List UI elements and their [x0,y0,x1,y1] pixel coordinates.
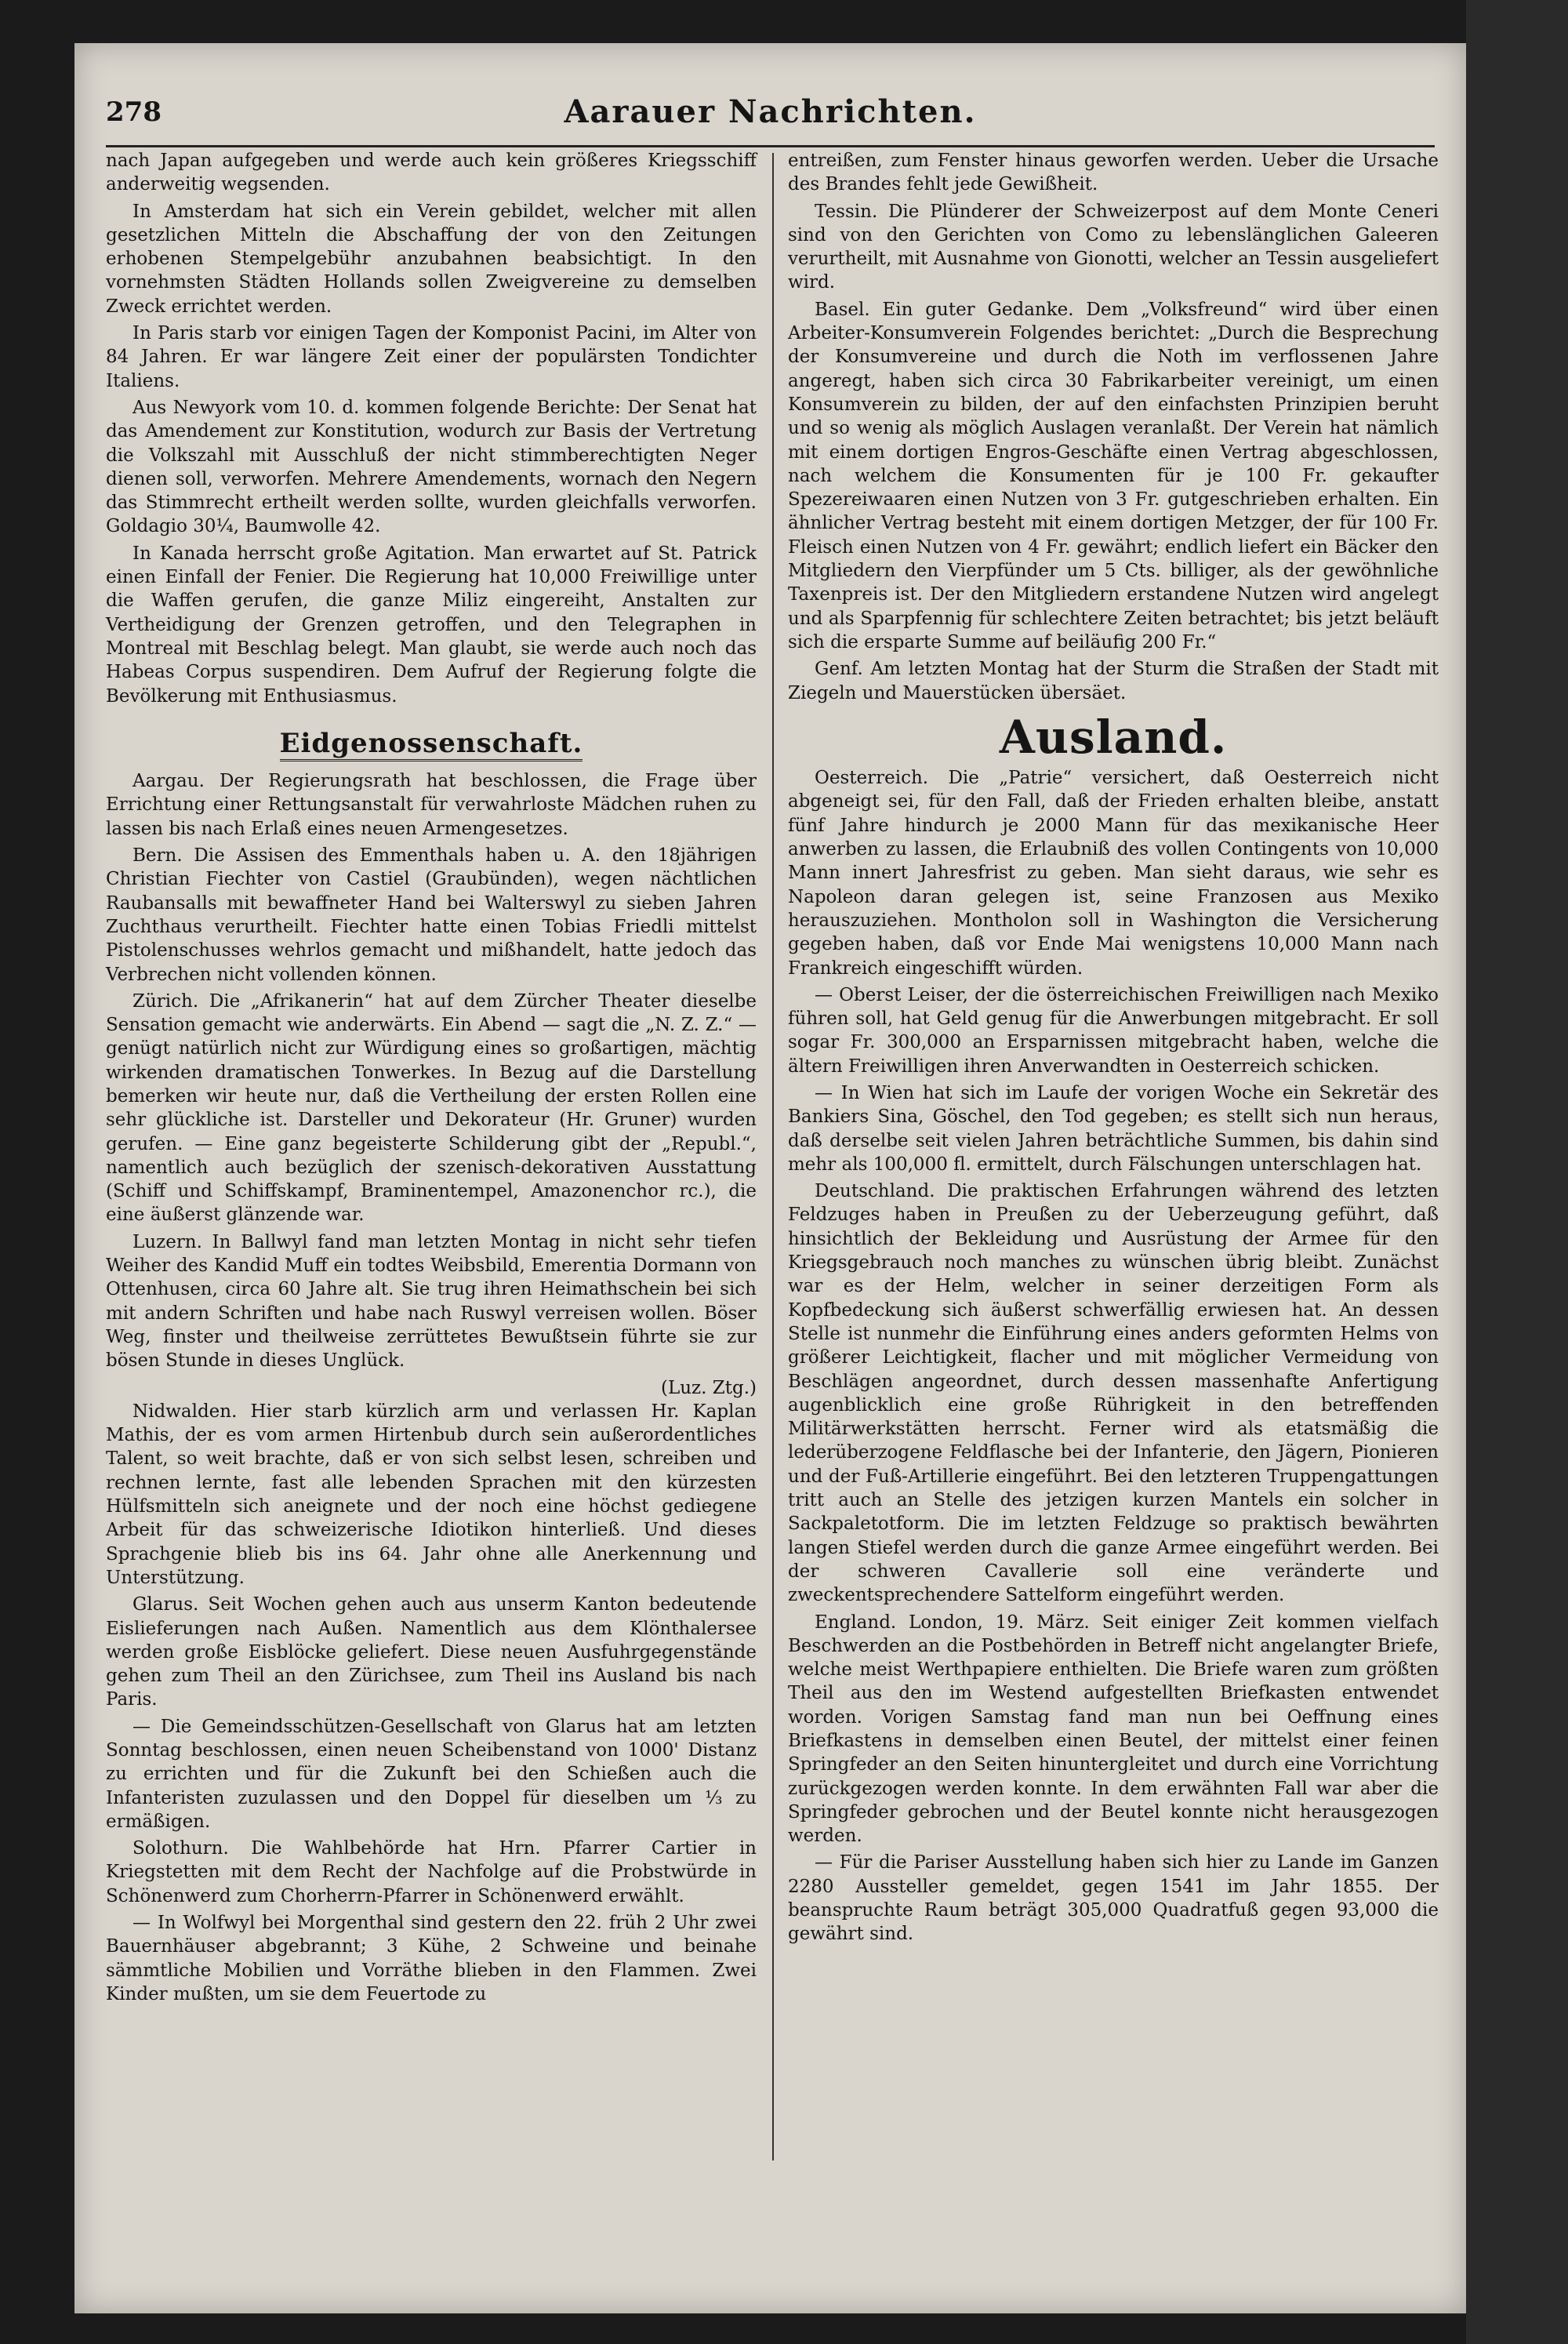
article-paragraph: entreißen, zum Fenster hinaus geworfen werden. Ueber die Ursache des Brandes fehlt jede Gewißheit. [788,151,1439,195]
left-column [106,149,757,2009]
page-header [106,90,1435,145]
article-paragraph-luzern: Luzern. In Ballwyl fand man letzten Montag in nicht sehr tiefen Weiher des Kandid Muff ein todtes Weibsbild, Emerentia Dormann von Ottenhusen, circa 60 Jahre alt. Sie trug ihren Heimathschein bei sich mit andern Schriften und habe nach Ruswyl verreisen wollen. Böser Weg, finster und theilweise zerrüttetes Bewußtsein führte sie zur bösen Stunde in dieses Unglück. [106,1231,757,1372]
article-paragraph: In Paris starb vor einigen Tagen der Komponist Pacini, im Alter von 84 Jahren. Er war längere Zeit einer der populärsten Tondichter Italiens. [106,323,757,391]
article-paragraph-tessin: Tessin. Die Plünderer der Schweizerpost auf dem Monte Ceneri sind von den Gerichten von Como zu lebenslänglichen Galeeren verurtheilt, mit Ausnahme von Gionotti, welcher an Tessin ausgeliefert wird. [788,201,1439,293]
right-column [788,149,1439,1950]
article-paragraph: — Oberst Leiser, der die österreichischen Freiwilligen nach Mexiko führen soll, hat Geld genug für die Anwerbungen mitgebracht. Er soll sogar Fr. 300,000 an Ersparnissen mitgebracht haben, welche die ältern Freiwilligen ihren Anverwandten in Oesterreich schicken. [788,984,1439,1077]
article-paragraph: — In Wolfwyl bei Morgenthal sind gestern den 22. früh 2 Uhr zwei Bauernhäuser abgebrannt; 3 Kühe, 2 Schweine und beinahe sämmtliche Mobilien und Vorräthe blieben in den Flammen. Zwei Kinder mußten, um sie dem Feuertode zu [106,1913,757,2004]
article-paragraph-solothurn: Solothurn. Die Wahlbehörde hat Hrn. Pfarrer Cartier in Kriegstetten mit dem Recht der Nachfolge auf die Probstwürde in Schönenwerd zum Chorherrn-Pfarrer in Schönenwerd erwählt. [106,1838,757,1906]
section-heading-ausland: Ausland. [999,710,1228,764]
article-paragraph-glarus: Glarus. Seit Wochen gehen auch aus unserm Kanton bedeutende Eislieferungen nach Außen. Namentlich aus dem Klönthalersee werden große Eisblöcke geliefert. Diese neuen Ausfuhrgegenstände gehen zum Theil an den Zürichsee, zum Theil ins Ausland bis nach Paris. [106,1594,757,1710]
article-paragraph: — Die Gemeindsschützen-Gesellschaft von Glarus hat am letzten Sonntag beschlossen, einen neuen Scheibenstand von 1000' Distanz zu errichten und für die Zukunft bei den Schießen auch die Infanteristen zuzulassen und den Doppel für dieselben um ⅓ zu ermäßigen. [106,1716,757,1832]
article-paragraph: — In Wien hat sich im Laufe der vorigen Woche ein Sekretär des Bankiers Sina, Göschel, den Tod gegeben; es stellt sich nun heraus, daß derselbe seit vielen Jahren beträchtliche Summen, bis dahin sind mehr als 100,000 fl. ermittelt, durch Fälschungen unterschlagen hat. [788,1082,1439,1175]
article-paragraph-deutschland: Deutschland. Die praktischen Erfahrungen während des letzten Feldzuges haben in Preußen zu der Ueberzeugung geführt, daß hinsichtlich der Bekleidung und Ausrüstung der Armee für den Kriegsgebrauch noch manches zu wünschen übrig bleibt. Zunächst war es der Helm, welcher in seiner derzeitigen Form als Kopfbedeckung sich äußerst schwerfällig erwiesen hat. An dessen Stelle ist nunmehr die Einführung eines anders geformten Helms von größerer Leichtigkeit, flacher und mit möglicher Vermeidung von Beschlägen angeordnet, durch dessen massenhafte Anfertigung augenblicklich eine große Rührigkeit in den betreffenden Militärwerkstätten herrscht. Ferner wird als etatsmäßig die lederüberzogene Feldflasche bei der Infanterie, den Jägern, Pionieren und der Fuß-Artillerie eingeführt. Bei den letzteren Truppengattungen tritt auch an Stelle des jetzigen kurzen Mantels ein solcher in Sackpaletotform. Die im letzten Feldzuge so praktisch bewährten langen Stiefel werden durch die ganze Armee eingeführt werden. Bei der schweren Cavallerie soll eine veränderte und zweckentsprechendere Sattelform eingeführt werden. [788,1181,1439,1606]
article-paragraph-oesterreich: Oesterreich. Die „Patrie“ versichert, daß Oesterreich nicht abgeneigt sei, für den Fall, daß der Frieden erhalten bleibe, anstatt fünf Jahre hindurch je 2000 Mann für das mexikanische Heer anwerben zu lassen, die Erlaubniß des vollen Contingents von 10,000 Mann innert Jahresfrist zu geben. Man sieht daraus, wie sehr es Napoleon daran gelegen ist, seine Franzosen aus Mexiko herauszuziehen. Montholon soll in Washington die Versicherung gegeben haben, daß vor Ende Mai wenigstens 10,000 Mann nach Frankreich eingeschifft würden. [788,768,1439,979]
article-paragraph: In Kanada herrscht große Agitation. Man erwartet auf St. Patrick einen Einfall der Fenier. Die Regierung hat 10,000 Freiwillige unter die Waffen gerufen, die ganze Miliz eingereiht, Anstalten zur Vertheidigung der Grenzen getroffen, und den Telegraphen in Montreal mit Beschlag belegt. Man glaubt, sie werde auch noch das Habeas Corpus suspendiren. Dem Aufruf der Regierung folgte die Bevölkerung mit Enthusiasmus. [106,543,757,707]
article-paragraph: Aus Newyork vom 10. d. kommen folgende Berichte: Der Senat hat das Amendement zur Konstitution, wodurch zur Basis der Vertretung die Volkszahl mit Ausschluß der nicht stimmberechtigten Neger dienen soll, verworfen. Mehrere Amendements, wornach den Negern das Stimmrecht ertheilt werden sollte, wurden gleichfalls verworfen. Goldagio 30¼, Baumwolle 42. [106,397,757,537]
column-divider [772,153,774,2160]
newspaper-title: Aarauer Nachrichten. [564,93,977,130]
section-heading-text: Eidgenossenschaft. [280,728,583,761]
article-paragraph-aargau: Aargau. Der Regierungsrath hat beschlossen, die Frage über Errichtung einer Rettungsanstalt für verwahrloste Mädchen ruhen zu lassen bis nach Erlaß eines neuen Armengesetzes. [106,771,757,839]
article-paragraph-bern: Bern. Die Assisen des Emmenthals haben u. A. den 18jährigen Christian Fiechter von Castiel (Graubünden), wegen nächtlichen Raubansalls mit bewaffneter Hand bei Walterswyl zu sieben Jahren Zuchthaus verurtheilt. Fiechter hatte einen Tobias Friedli mittelst Pistolenschusses wehrlos gemacht und mißhandelt, hatte jedoch das Verbrechen nicht vollenden können. [106,845,757,985]
article-paragraph-england: England. London, 19. März. Seit einiger Zeit kommen vielfach Beschwerden an die Postbehörden in Betreff nicht angelangter Briefe, welche meist Werthpapiere enthielten. Die Briefe waren zum größten Theil aus den im Westend aufgestellten Briefkasten entwendet worden. Vorigen Samstag fand man nun bei Oeffnung eines Briefkastens in demselben einen Beutel, der mittelst einer feinen Springfeder an den Seiten hinuntergleitet und durch eine Vorrichtung zurückgezogen werden konnte. In dem erwähnten Fall war aber die Springfeder gebrochen und der Beutel konnte nicht herausgezogen werden. [788,1612,1439,1847]
source-citation: (Luz. Ztg.) [660,1377,757,1398]
scan-background-edge [1466,0,1568,2344]
article-paragraph-basel: Basel. Ein guter Gedanke. Dem „Volksfreund“ wird über einen Arbeiter-Konsumverein Folgendes berichtet: „Durch die Besprechung der Konsumvereine und durch die Noth im verflossenen Jahre angeregt, haben sich circa 30 Fabrikarbeiter vereinigt, um einen Konsumverein zu bilden, der auf den einfachsten Prinzipien beruht und so wenig als möglich Auslagen veranlaßt. Der Verein hat nämlich mit einem dortigen Engros-Geschäfte einen Vertrag abgeschlossen, nach welchem die Konsumenten für je 100 Fr. gekaufter Spezereiwaaren einen Nutzen von 3 Fr. gutgeschrieben erhalten. Ein ähnlicher Vertrag besteht mit einem dortigen Metzger, der für 100 Fr. Fleisch einen Nutzen von 4 Fr. gewährt; endlich liefert ein Bäcker den Mitgliedern den Vierpfünder um 5 Cts. billiger, als der gewöhnliche Taxenpreis ist. Der den Mitgliedern erstandene Nutzen wird angelegt und als Sparpfennig für schlechtere Zeiten betrachtet; bis jetzt beläuft sich die ersparte Summe auf beiläufig 200 Fr.“ [788,299,1439,652]
section-heading-eidgenossenschaft [106,727,757,759]
article-paragraph-zuerich: Zürich. Die „Afrikanerin“ hat auf dem Zürcher Theater dieselbe Sensation gemacht wie anderwärts. Ein Abend — sagt die „N. Z. Z.“ — genügt natürlich nicht zur Würdigung eines so großartigen, mächtig wirkenden dramatischen Tonwerkes. In Bezug auf die Darstellung bemerken wir heute nur, daß die Vertheilung der ersten Rollen eine sehr glückliche ist. Darsteller und Dekorateur (Hr. Gruner) wurden gerufen. — Eine ganz begeisterte Schilderung gibt der „Republ.“, namentlich auch bezüglich der szenisch-dekorativen Ausstattung (Schiff und Schiffskampf, Braminentempel, Amazonenchor rc.), die eine äußerst glänzende war. [106,990,757,1226]
page-number: 278 [106,96,162,128]
article-paragraph: In Amsterdam hat sich ein Verein gebildet, welcher mit allen gesetzlichen Mitteln die Abschaffung der von den Zeitungen erhobenen Stempelgebühr anzubahnen beabsichtigt. In den vornehmsten Städten Hollands sollen Zweigvereine zu demselben Zweck errichtet werden. [106,201,757,317]
newspaper-page [74,43,1466,2313]
article-paragraph: nach Japan aufgegeben und werde auch kein größeres Kriegsschiff anderweitig wegsenden. [106,151,757,195]
article-paragraph-genf: Genf. Am letzten Montag hat der Sturm die Straßen der Stadt mit Ziegeln und Mauerstücken übersäet. [788,659,1439,703]
header-rule [106,145,1435,147]
article-paragraph: — Für die Pariser Ausstellung haben sich hier zu Lande im Ganzen 2280 Aussteller gemeldet, gegen 1541 im Jahr 1855. Der beanspruchte Raum beträgt 305,000 Quadratfuß gegen 93,000 die gewährt sind. [788,1852,1439,1945]
article-paragraph-nidwalden: Nidwalden. Hier starb kürzlich arm und verlassen Hr. Kaplan Mathis, der es vom armen Hirtenbub durch sein außerordentliches Talent, so weit brachte, daß er von sich selbst lesen, schreiben und rechnen lernte, fast alle lebenden Sprachen mit den kürzesten Hülfsmitteln sich aneignete und der noch eine höchst gediegene Arbeit für das schweizerische Idiotikon hinterließ. Und dieses Sprachgenie blieb bis ins 64. Jahr ohne alle Anerkennung und Unterstützung. [106,1401,757,1588]
